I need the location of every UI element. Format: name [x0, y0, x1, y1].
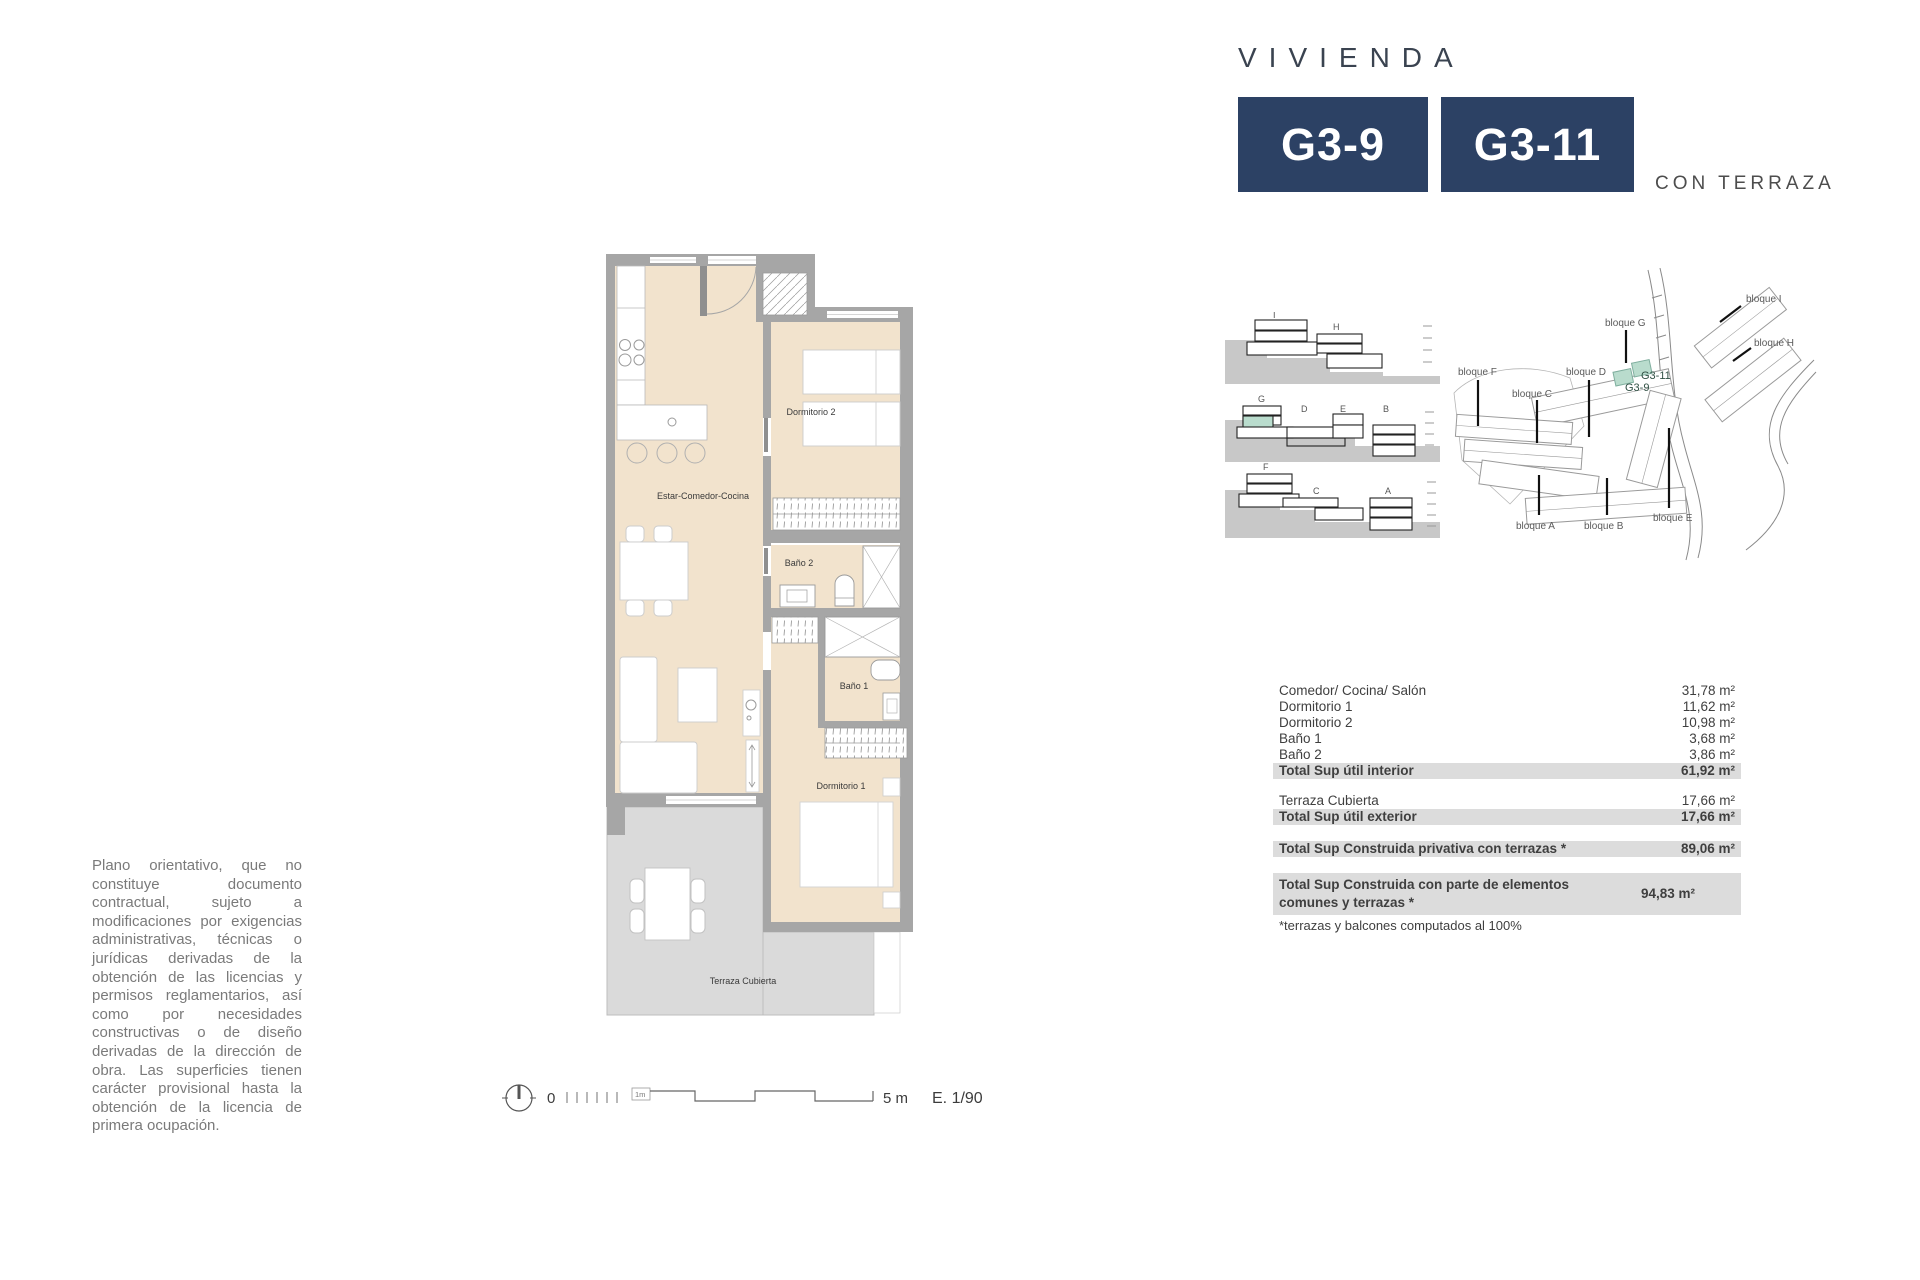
entry-closet — [763, 273, 807, 315]
bloque-i-label: bloque I — [1746, 294, 1782, 305]
section-label-g: G — [1258, 394, 1266, 404]
table-row-total-privativa — [1273, 841, 1741, 857]
area-value: 31,78 m² — [1681, 683, 1735, 698]
bath2-label: Baño 2 — [784, 558, 814, 568]
section-label-c: C — [1313, 486, 1320, 496]
bloque-f-label: bloque F — [1458, 367, 1497, 378]
area-value: 3,68 m² — [1689, 731, 1735, 746]
page-title: VIVIENDA — [1238, 42, 1465, 73]
table-row — [1273, 731, 1741, 747]
area-label: Total Sup útil interior — [1279, 763, 1414, 778]
bloque-e-label: bloque E — [1653, 513, 1693, 524]
bloque-a-label: bloque A — [1516, 521, 1555, 532]
bedroom1-label: Dormitorio 1 — [816, 781, 866, 791]
table-row — [1273, 793, 1741, 809]
area-label: Baño 1 — [1279, 731, 1322, 746]
unit-badge-g3-11: G3-11 — [1441, 97, 1634, 192]
area-label: Terraza Cubierta — [1279, 793, 1379, 808]
area-value: 94,83 m² — [1640, 886, 1695, 901]
area-value: 17,66 m² — [1680, 809, 1735, 824]
scale-ticks — [567, 1092, 617, 1103]
scale-zero: 0 — [547, 1090, 556, 1107]
area-label: Total Sup Construida con parte de elementos comunes y terrazas * — [1279, 877, 1570, 910]
area-label: Baño 2 — [1279, 747, 1322, 762]
area-label: Dormitorio 2 — [1279, 715, 1353, 730]
table-row — [1273, 715, 1741, 731]
north-indicator — [502, 1085, 536, 1111]
bedroom2-label: Dormitorio 2 — [786, 407, 836, 417]
unit-g3-9-label: G3-9 — [1625, 382, 1650, 394]
table-row — [1273, 747, 1741, 763]
section-label-e: E — [1340, 404, 1347, 414]
area-label: Dormitorio 1 — [1279, 699, 1353, 714]
areas-table — [1273, 683, 1741, 933]
area-label: Comedor/ Cocina/ Salón — [1279, 683, 1427, 698]
bloque-b-label: bloque B — [1584, 521, 1624, 532]
scale-bar-line — [650, 1091, 873, 1101]
unit-badge-g3-9: G3-9 — [1238, 97, 1428, 192]
area-value: 11,62 m² — [1682, 699, 1735, 714]
area-label: Total Sup útil exterior — [1279, 809, 1417, 824]
scale-five-meters: 5 m — [883, 1090, 909, 1107]
table-row — [1273, 699, 1741, 715]
section-label-h: H — [1333, 322, 1340, 332]
table-row-total-interior — [1273, 763, 1741, 779]
table-row — [1273, 683, 1741, 699]
scale-ratio: E. 1/90 — [932, 1090, 983, 1107]
site-plan — [1448, 268, 1818, 568]
section-diagrams — [1225, 312, 1440, 540]
bloque-d-label: bloque D — [1566, 367, 1607, 378]
table-row-total-comunes — [1273, 873, 1741, 915]
area-label: Total Sup Construida privativa con terrazas * — [1279, 841, 1567, 856]
area-value: 3,86 m² — [1689, 747, 1735, 762]
section-label-d: D — [1301, 404, 1308, 414]
section-row-2 — [1225, 394, 1440, 462]
living-label: Estar-Comedor-Cocina — [656, 491, 750, 501]
bloque-g-label: bloque G — [1605, 318, 1646, 329]
section-row-3 — [1225, 462, 1440, 538]
section-row-1 — [1225, 312, 1440, 384]
table-row-total-exterior — [1273, 809, 1741, 825]
area-value: 10,98 m² — [1681, 715, 1735, 730]
area-value: 61,92 m² — [1680, 763, 1735, 778]
section-label-a: A — [1385, 486, 1392, 496]
con-terraza-label: CON TERRAZA — [1655, 173, 1835, 194]
floor-plan — [606, 250, 913, 1022]
scale-bar — [495, 1072, 995, 1122]
section-label-f: F — [1263, 462, 1269, 472]
section-label-i: I — [1273, 312, 1276, 320]
scale-one-meter: 1m — [635, 1090, 646, 1099]
bloque-h-label: bloque H — [1754, 338, 1795, 349]
unit-g3-11-label: G3-11 — [1641, 370, 1671, 382]
terrace-label: Terraza Cubierta — [709, 976, 777, 986]
area-value: 89,06 m² — [1680, 841, 1735, 856]
bath1-label: Baño 1 — [839, 681, 869, 691]
disclaimer-text: Plano orientativo, que no constituye documento contractual, sujeto a modificaciones por exigencias administrativas, técnicas o jurídicas derivadas de la obtención de las licencias y permisos reglamentarios, así como por necesidades constructivas o de diseño derivadas de la dirección de obra. Las superficies tienen carácter provisional hasta la obtención de la licencia de primera ocupación. — [92, 857, 302, 1135]
bloque-c-label: bloque C — [1512, 389, 1553, 400]
area-value: 17,66 m² — [1681, 793, 1735, 808]
section-label-b: B — [1383, 404, 1390, 414]
table-footnote: *terrazas y balcones computados al 100% — [1279, 918, 1522, 933]
